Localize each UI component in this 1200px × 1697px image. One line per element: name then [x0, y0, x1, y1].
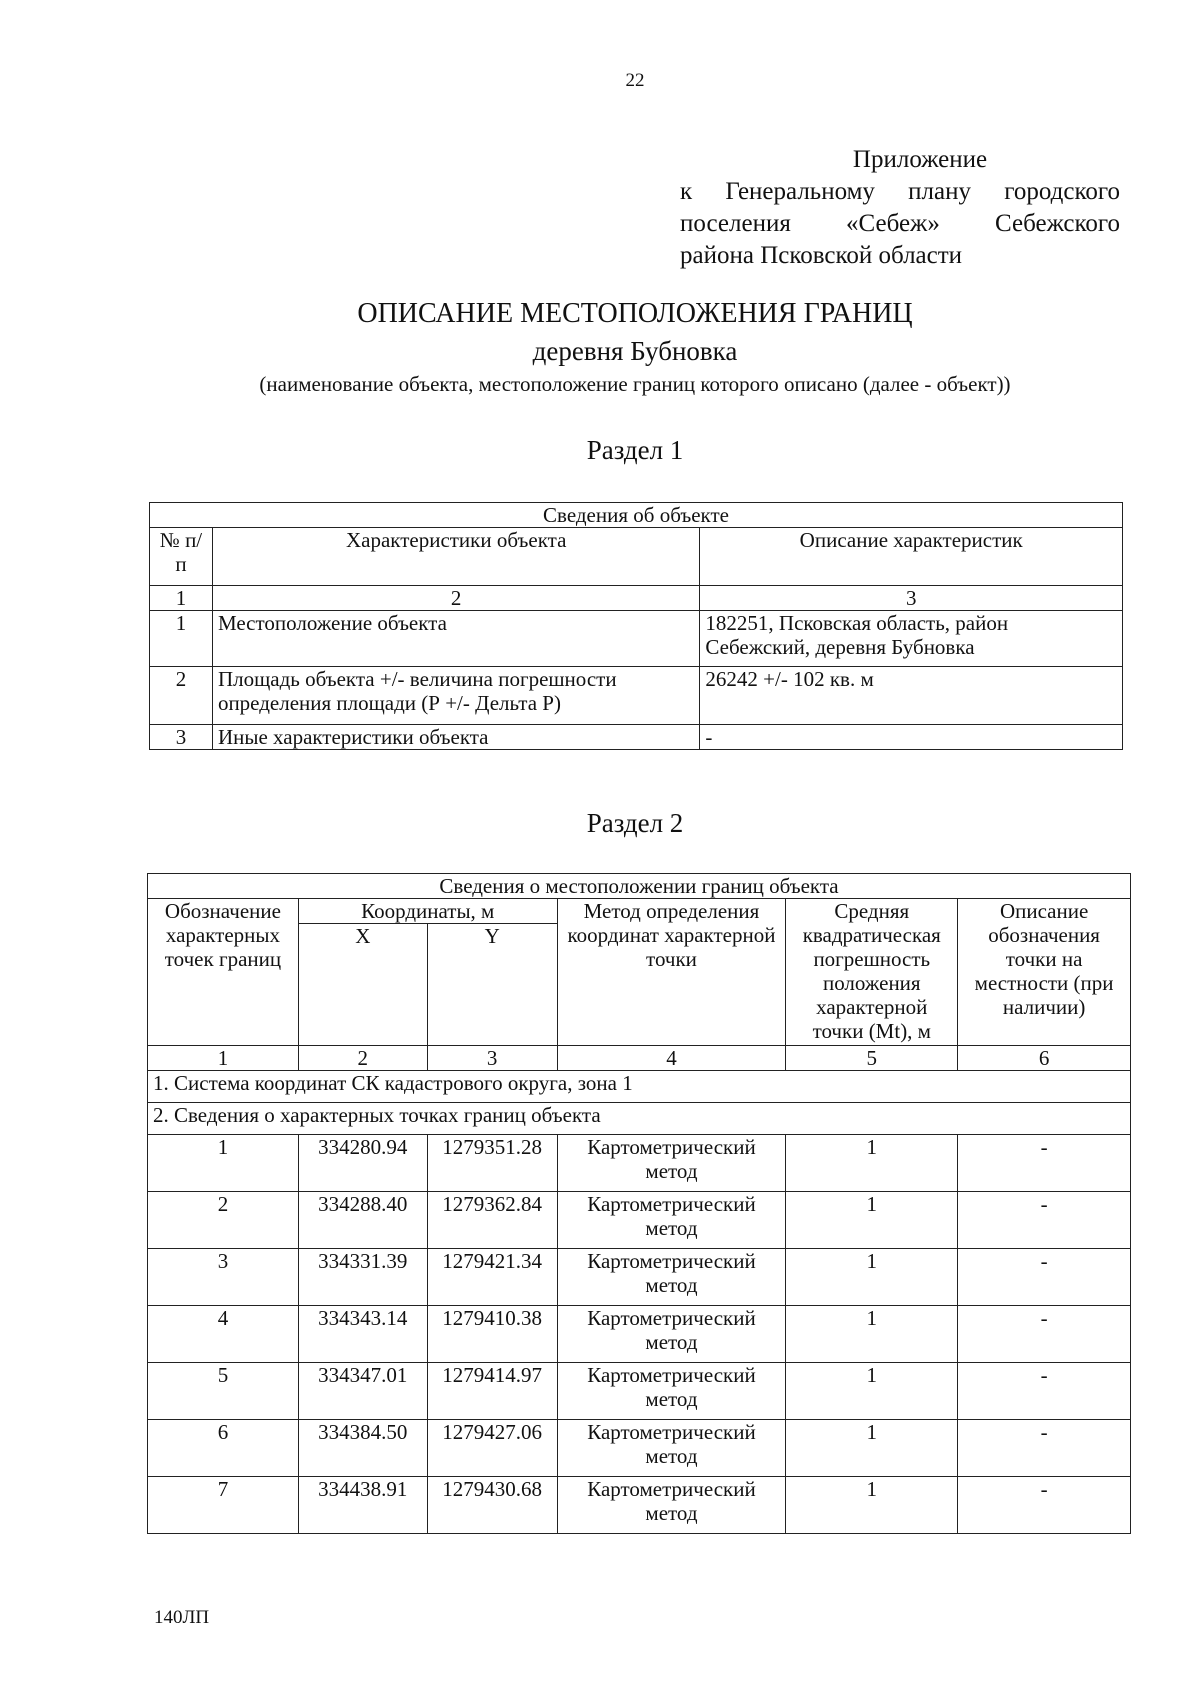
point-x: 334331.39: [298, 1249, 427, 1306]
point-description: -: [958, 1192, 1131, 1249]
column-number: 6: [958, 1046, 1131, 1071]
object-name: деревня Бубновка: [532, 336, 738, 366]
point-error: 1: [786, 1249, 958, 1306]
point-method: Картометрический метод: [557, 1477, 786, 1534]
boundary-points-table: [147, 873, 1131, 1534]
coordinate-system-row: 1. Система координат СК кадастрового округа, зона 1: [148, 1071, 1131, 1103]
table-row: [148, 1306, 1131, 1363]
point-y: 1279427.06: [427, 1420, 557, 1477]
table-row: [148, 1420, 1131, 1477]
point-x: 334347.01: [298, 1363, 427, 1420]
point-method: Картометрический метод: [557, 1306, 786, 1363]
appendix-line: поселения «Себеж» Себежского: [680, 210, 1120, 237]
section-1-heading: Раздел 1: [586, 435, 684, 465]
point-method: Картометрический метод: [557, 1249, 786, 1306]
point-id: 7: [148, 1477, 299, 1534]
column-number: 2: [298, 1046, 427, 1071]
point-error: 1: [786, 1477, 958, 1534]
table-row: [150, 611, 1123, 667]
header-coordinates: Координаты, м: [298, 899, 557, 924]
point-id: 2: [148, 1192, 299, 1249]
point-y: 1279414.97: [427, 1363, 557, 1420]
table-row: [148, 1477, 1131, 1534]
table-row: [150, 725, 1123, 750]
column-number: 3: [700, 586, 1123, 611]
point-id: 4: [148, 1306, 299, 1363]
point-id: 5: [148, 1363, 299, 1420]
row-characteristic: Площадь объекта +/- величина погрешности определения площади (Р +/- Дельта Р): [212, 667, 699, 725]
header-description: Описание характеристик: [700, 528, 1123, 586]
column-number: 5: [786, 1046, 958, 1071]
point-id: 1: [148, 1135, 299, 1192]
point-description: -: [958, 1420, 1131, 1477]
header-characteristics: Характеристики объекта: [212, 528, 699, 586]
column-number: 4: [557, 1046, 786, 1071]
row-description: 26242 +/- 102 кв. м: [700, 667, 1123, 725]
table-row: [150, 667, 1123, 725]
table-title: Сведения о местоположении границ объекта: [148, 874, 1131, 899]
appendix-line: к Генеральному плану городского: [680, 178, 1120, 205]
point-description: -: [958, 1477, 1131, 1534]
point-error: 1: [786, 1306, 958, 1363]
row-number: 3: [150, 725, 213, 750]
row-number: 2: [150, 667, 213, 725]
row-characteristic: Местоположение объекта: [212, 611, 699, 667]
table-row: [148, 1192, 1131, 1249]
point-method: Картометрический метод: [557, 1135, 786, 1192]
header-location-description: Описание обозначения точки на местности (при наличии): [958, 899, 1131, 1046]
page-number: 22: [625, 70, 645, 91]
point-description: -: [958, 1249, 1131, 1306]
header-y: Y: [427, 924, 557, 1046]
point-description: -: [958, 1135, 1131, 1192]
point-y: 1279410.38: [427, 1306, 557, 1363]
header-method: Метод определения координат характерной точки: [557, 899, 786, 1046]
table-row: [148, 1249, 1131, 1306]
appendix-block: [680, 144, 1120, 272]
row-description: -: [700, 725, 1123, 750]
document-title: ОПИСАНИЕ МЕСТОПОЛОЖЕНИЯ ГРАНИЦ: [357, 298, 913, 329]
table-row: [148, 1135, 1131, 1192]
point-description: -: [958, 1306, 1131, 1363]
point-method: Картометрический метод: [557, 1192, 786, 1249]
header-point: Обозначение характерных точек границ: [148, 899, 299, 1046]
row-number: 1: [150, 611, 213, 667]
point-id: 6: [148, 1420, 299, 1477]
point-x: 334384.50: [298, 1420, 427, 1477]
point-x: 334288.40: [298, 1192, 427, 1249]
point-y: 1279351.28: [427, 1135, 557, 1192]
object-note: (наименование объекта, местоположение границ которого описано (далее - объект)): [259, 372, 1011, 396]
appendix-title: Приложение: [852, 146, 988, 173]
point-method: Картометрический метод: [557, 1363, 786, 1420]
point-error: 1: [786, 1420, 958, 1477]
point-error: 1: [786, 1192, 958, 1249]
row-characteristic: Иные характеристики объекта: [212, 725, 699, 750]
point-x: 334280.94: [298, 1135, 427, 1192]
point-y: 1279421.34: [427, 1249, 557, 1306]
column-number: 1: [150, 586, 213, 611]
table-row: [148, 1363, 1131, 1420]
section-2-heading: Раздел 2: [586, 808, 684, 838]
point-id: 3: [148, 1249, 299, 1306]
point-y: 1279430.68: [427, 1477, 557, 1534]
point-x: 334438.91: [298, 1477, 427, 1534]
point-method: Картометрический метод: [557, 1420, 786, 1477]
point-x: 334343.14: [298, 1306, 427, 1363]
point-y: 1279362.84: [427, 1192, 557, 1249]
object-info-table: [149, 502, 1123, 750]
point-error: 1: [786, 1135, 958, 1192]
appendix-line: района Псковской области: [680, 242, 963, 269]
header-x: X: [298, 924, 427, 1046]
column-number: 1: [148, 1046, 299, 1071]
point-description: -: [958, 1363, 1131, 1420]
row-description: 182251, Псковская область, район Себежский, деревня Бубновка: [700, 611, 1123, 667]
points-section-row: 2. Сведения о характерных точках границ объекта: [148, 1103, 1131, 1135]
column-number: 2: [212, 586, 699, 611]
column-number: 3: [427, 1046, 557, 1071]
footer-code: 140ЛП: [154, 1607, 210, 1628]
header-number: № п/п: [150, 528, 213, 586]
point-error: 1: [786, 1363, 958, 1420]
table-title: Сведения об объекте: [150, 503, 1123, 528]
header-error: Средняя квадратическая погрешность положения характерной точки (Mt), м: [786, 899, 958, 1046]
